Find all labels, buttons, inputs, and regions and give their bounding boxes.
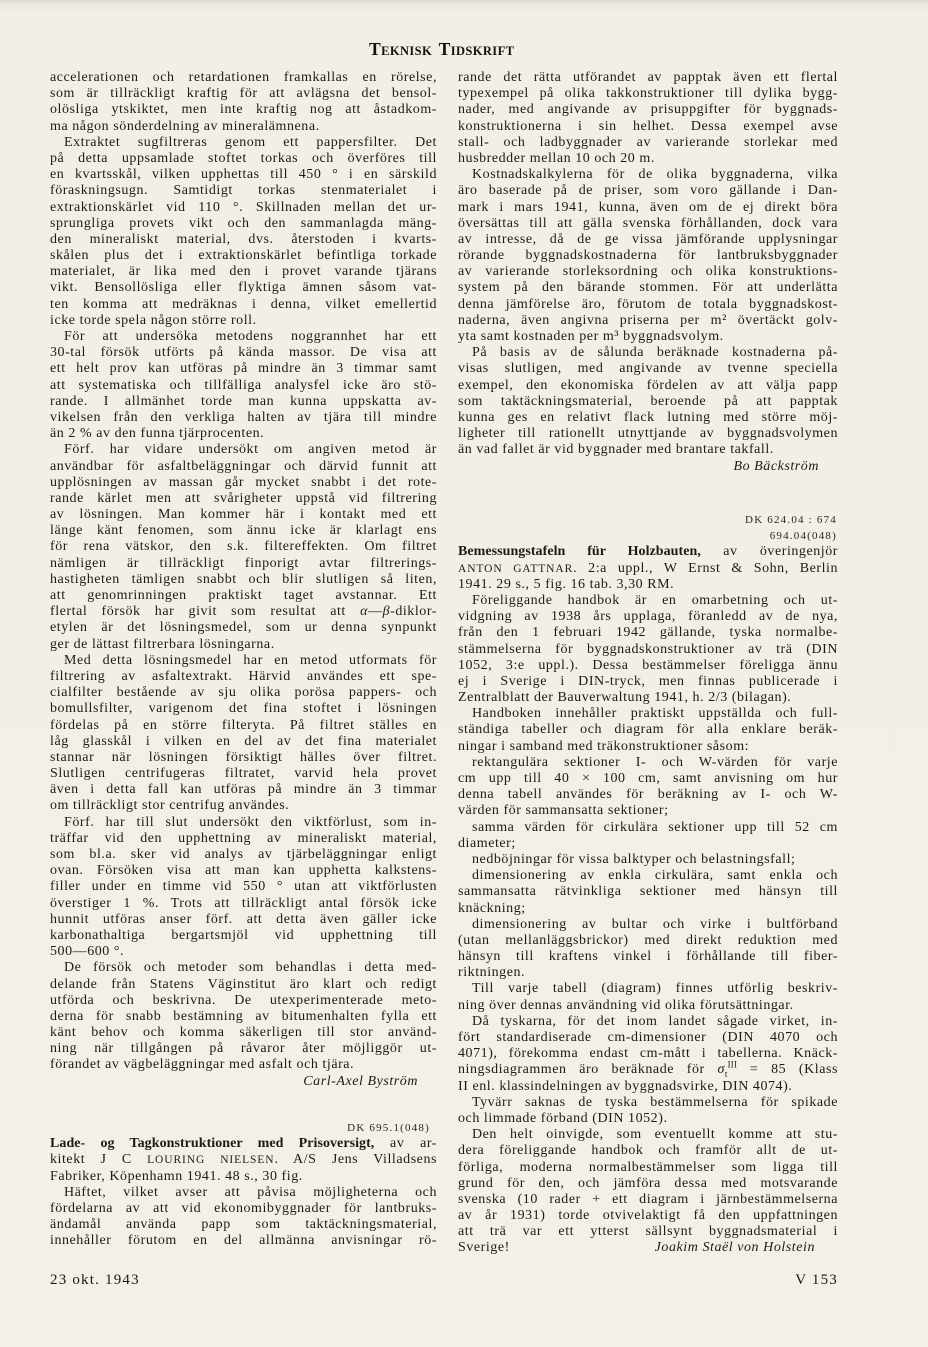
text-line: 500—600 °. bbox=[50, 944, 125, 960]
text-line: än 2 % av den funna tjärprocenten. bbox=[50, 426, 265, 442]
text-line: accelerationen och retardationen framkallas en rörelse, bbox=[50, 70, 437, 85]
text-line: låg glasskål i vilken en del av det fina materialet bbox=[50, 733, 437, 749]
small-caps-name: LOURING NIELSEN bbox=[147, 1154, 275, 1167]
paragraph bbox=[458, 345, 838, 458]
text-line: Handboken innehåller praktiskt uppställda och full- bbox=[472, 706, 838, 722]
text-line: ningar i samband med träkonstruktioner såsom: bbox=[458, 738, 750, 754]
text-line: att trä var ett ytterst sällsynt byggnadsmaterial i bbox=[458, 1224, 838, 1240]
text-line: på detta uppsamlade stoftet torkas och överföres till bbox=[50, 150, 437, 166]
text-line: riktningen. bbox=[458, 965, 526, 981]
paragraph bbox=[458, 593, 838, 706]
text-line: ligheter till rationellt utnyttjande av byggnadsvolymen bbox=[458, 426, 838, 442]
italic-symbol: α bbox=[360, 604, 369, 620]
text-line: Fabriker, Köpenhamn 1941. 48 s., 30 fig. bbox=[50, 1168, 303, 1184]
paragraph bbox=[458, 70, 838, 167]
paragraph bbox=[50, 70, 437, 135]
text-line: etylen är det lösningsmedel, som ur denna synpunkt bbox=[50, 620, 437, 636]
text-line: ändamål använda papp som taktäckningsmaterial, bbox=[50, 1217, 437, 1233]
paragraph bbox=[458, 820, 838, 852]
text-line: För att undersöka metodens noggrannhet har ett bbox=[64, 329, 437, 344]
text-line: rörande byggnadskostnaderna för lantbruksbyggnader bbox=[458, 248, 838, 264]
text-line: av år 1931) torde otvivelaktigt få den uppfattningen bbox=[458, 1208, 838, 1224]
text-line: 1941. 29 s., 5 fig. 16 tab. 3,30 RM. bbox=[458, 576, 675, 592]
text-line: rande det rätta utförandet av papptak även ett flertal bbox=[458, 70, 838, 85]
page-number: V 153 bbox=[795, 1272, 838, 1288]
text-line: rande. I allmänhet torde man kunna uppskatta av- bbox=[50, 393, 437, 409]
text-line: nedböjningar för vissa balktyper och belastningsfall; bbox=[472, 851, 796, 867]
text-line: utförda och beskrivna. De utexperimenterade meto- bbox=[50, 992, 437, 1008]
text-line: upplösningen av massan går mycket snabbt i det rote- bbox=[50, 474, 437, 490]
text-line: II enl. klassindelningen av byggnadsvirke, DIN 4074). bbox=[458, 1078, 793, 1094]
text-line: fört standardiserade cm-dimensioner (DIN 4070 och bbox=[458, 1030, 838, 1045]
text-line bbox=[458, 1240, 838, 1256]
text-line: ovan. Försöken visa att man kan upphetta kalkstens- bbox=[50, 863, 437, 879]
text-line: den mineraliskt material, dvs. återstoden i kvarts- bbox=[50, 231, 437, 247]
text-line: än vad fallet är vid byggnader med brantare takfall. bbox=[458, 442, 774, 458]
paragraph bbox=[50, 135, 437, 329]
text-run: Sverige! bbox=[458, 1240, 510, 1256]
text-line: visas slutligen, med angivande av tvenne speciella bbox=[458, 361, 838, 377]
text-line: grund för den, och jämföra dessa med motsvarande bbox=[458, 1175, 838, 1191]
text-line: vidgning av 1938 års upplaga, föranledd av de nya, bbox=[458, 609, 838, 625]
text-line: diameter; bbox=[458, 835, 516, 851]
bold-title: Bemessungstafeln für Holzbauten, bbox=[458, 544, 701, 560]
text-line: delande från Statens Väginstitut äro klart och redigt bbox=[50, 976, 437, 992]
text-line: även i detta fall kan utföras på mindre än 3 timmar bbox=[50, 782, 437, 798]
text-line: Zentralblatt der Bauverwaltung 1941, h. 2/3 (bilagan). bbox=[458, 690, 792, 706]
text-line: rande kärlet men att svårigheter uppstå vid filtrering bbox=[50, 490, 437, 506]
text-line: som taktäckningsmaterial, beroende på att papptak bbox=[458, 393, 838, 409]
text-line: fördelas på en större filteryta. På filtret ställes en bbox=[50, 717, 437, 733]
dk-classification: DK 624.04 : 674 bbox=[745, 514, 837, 526]
text-line: naderna, även angivna priserna per m² övertäckt golv- bbox=[458, 312, 838, 328]
text-line: som är tillräckligt kraftig för att avlägsna det bensol- bbox=[50, 86, 437, 102]
paragraph bbox=[50, 1185, 437, 1250]
text-run: av ar- bbox=[374, 1136, 437, 1152]
text-line: äro baserade på de priser, som voro gällande i Dan- bbox=[458, 183, 838, 199]
text-line: som bl.a. sker vid analys av tjärbeläggningar enligt bbox=[50, 847, 437, 862]
text-line: en kvartsskål, vilken upphettas till 450 ° i en särskild bbox=[50, 167, 437, 183]
text-run: . A/S Jens Villadsens bbox=[274, 1152, 437, 1168]
paragraph bbox=[458, 1127, 838, 1257]
bold-title: Lade- og Tagkonstruktioner med Prisoversigt, bbox=[50, 1136, 375, 1152]
text-run: — bbox=[368, 604, 383, 620]
review-heading bbox=[458, 544, 838, 593]
text-line: Då tyskarna, för det inom landet sågade virket, in- bbox=[472, 1013, 838, 1029]
text-line bbox=[50, 1136, 437, 1152]
text-line: icke torde spela någon större roll. bbox=[50, 312, 257, 328]
text-line: ett helt prov kan utföras på mindre än 3 timmar samt bbox=[50, 361, 437, 377]
text-line: Den helt oinvigde, som eventuellt komme att stu- bbox=[472, 1127, 838, 1143]
text-line: sammansatta rätvinkliga sektioner med hänsyn till bbox=[458, 884, 838, 900]
dk-classification: DK 695.1(048) bbox=[347, 1122, 430, 1134]
text-line: förliga, moderna normalbestämmelser som ligga till bbox=[458, 1159, 838, 1175]
text-line: för rena vätskor, den s.k. filtereffekten. Om filtret bbox=[50, 539, 437, 555]
text-line: användbar för asfaltbeläggningar och därvid funnit att bbox=[50, 458, 437, 474]
text-line: träffar vid den upphettning av mineraliskt material, bbox=[50, 830, 437, 846]
text-line: Till varje tabell (diagram) finnes utförlig beskriv- bbox=[472, 981, 838, 997]
text-line: cialfilter bestående av sju olika porösa pappers- och bbox=[50, 685, 437, 701]
text-run: = 85 (Klass bbox=[737, 1062, 838, 1078]
text-line bbox=[50, 604, 437, 620]
text-line: överstiger 1 %. Trots att tillräckligt antal försök icke bbox=[50, 895, 437, 911]
text-line: husbredder mellan 10 och 20 m. bbox=[458, 150, 655, 166]
paragraph bbox=[50, 815, 437, 961]
text-line: typexempel på olika takkonstruktioner till dylika bygg- bbox=[458, 86, 838, 102]
text-line: nämligen är tillräckligt finporigt avtar filtrerings- bbox=[50, 555, 437, 571]
text-line: stämmelserna för byggnadskonstruktioner av trä (DIN bbox=[458, 641, 838, 657]
text-line: svenska (10 rader + ett diagram i järnbestämmelserna bbox=[458, 1191, 838, 1207]
text-run: . 2:a uppl., W Ernst & Sohn, Berlin bbox=[573, 560, 839, 576]
text-line: rektangulära sektioner I- och W-värden för varje bbox=[472, 754, 838, 770]
text-line bbox=[458, 1059, 838, 1080]
text-line: samma värden för cirkulära sektioner upp till 52 cm bbox=[472, 819, 838, 835]
dk-classification: 694.04(048) bbox=[769, 530, 837, 543]
review-lade-og-tagkonstruktioner-continued bbox=[458, 70, 838, 475]
text-line: extraktionskärlet vid 110 °. Skillnaden mellan det ur- bbox=[50, 199, 437, 215]
text-line: av intresse, då de ge vissa jämförande upplysningar bbox=[458, 231, 838, 247]
journal-title-word: TEKNISK bbox=[369, 39, 433, 59]
text-line: ning när tillgången på råvaror åter möjliggör ut- bbox=[50, 1041, 437, 1057]
text-line: stannar när lösningen försiktigt hälles över filtret. bbox=[50, 749, 437, 765]
small-caps-name: ANTON GATTNAR bbox=[458, 562, 574, 575]
journal-title-word: TIDSKRIFT bbox=[438, 39, 515, 59]
text-line: yta samt kostnaden per m³ byggnadsvolym. bbox=[458, 329, 724, 344]
text-line: från den 1 februari 1942 gällande, tyska normalbe- bbox=[458, 625, 838, 641]
text-line: Föreliggande handbok är en omarbetning och ut- bbox=[472, 592, 838, 608]
journal-title bbox=[369, 39, 514, 61]
text-line: 4071), förekomma endast cm-mått i tabellerna. Knäck- bbox=[458, 1046, 838, 1062]
text-line: värden för sammansatta sektioner; bbox=[458, 803, 669, 819]
text-line: hänsyn till kraftens vinkel i förhållande till fiber- bbox=[458, 949, 838, 965]
text-line: ma någon sönderdelning av mineralämnena. bbox=[50, 118, 320, 134]
review-heading bbox=[50, 1136, 437, 1185]
paragraph bbox=[458, 852, 838, 868]
review-tar-analysis-end bbox=[50, 70, 437, 1090]
paragraph bbox=[458, 917, 838, 982]
text-line: Slutligen centrifugeras filtratet, varvid hela provet bbox=[50, 766, 437, 782]
text-line: fördelarna av att vid ekonomibyggnader för lantbruks- bbox=[50, 1200, 437, 1216]
text-line: Kostnadskalkylerna för de olika byggnaderna, vilka bbox=[472, 167, 838, 183]
text-run: -diklor- bbox=[390, 604, 437, 620]
paragraph bbox=[458, 755, 838, 820]
text-line: Tyvärr saknas de tyska bestämmelserna för spikade bbox=[472, 1094, 838, 1110]
text-line: mark i mars 1941, kunna, även om de ej direkt böra bbox=[458, 199, 838, 215]
text-line: vikt. Bensollösliga eller flyktiga ämnen såsom vat- bbox=[50, 280, 437, 296]
paragraph bbox=[458, 1095, 838, 1127]
text-line: känt behov och komma säkerligen till stor använd- bbox=[50, 1025, 437, 1041]
text-line: länge känt fenomen, som ännu icke är klarlagt ens bbox=[50, 523, 437, 539]
text-line: ning över dennas användning vid olika förutsättningar. bbox=[458, 997, 794, 1013]
signature: Carl-Axel Byström bbox=[303, 1073, 418, 1089]
review-lade-og-tagkonstruktioner bbox=[50, 1120, 437, 1250]
review-bemessungstafeln bbox=[458, 512, 838, 1257]
text-line bbox=[50, 1152, 437, 1168]
text-line: system på den bärande stommen. För att underlätta bbox=[458, 280, 838, 296]
paragraph bbox=[50, 442, 437, 652]
superscript: III bbox=[727, 1059, 738, 1070]
text-line: dimensionering av enkla cirkulära, samt enkla och bbox=[472, 868, 838, 884]
paragraph bbox=[50, 653, 437, 815]
text-run: kitekt J C bbox=[50, 1152, 148, 1168]
text-line: (utan mellanläggsbrickor) med direkt reduktion med bbox=[458, 932, 838, 948]
text-line: 1052, 3:e uppl.). Dessa bestämmelser föreligga ännu bbox=[458, 657, 838, 673]
text-line: dera föreliggande handbok och framför allt de ut- bbox=[458, 1143, 838, 1159]
paragraph bbox=[458, 167, 838, 345]
text-line: hunnit utföras anser förf. att detta även gäller icke bbox=[50, 911, 437, 927]
text-line: Med detta lösningsmedel har en metod utformats för bbox=[64, 652, 437, 668]
text-line: De försök och metoder som behandlas i detta med- bbox=[64, 960, 437, 976]
subscript: t bbox=[724, 1069, 728, 1080]
issue-date: 23 okt. 1943 bbox=[50, 1272, 140, 1288]
text-line: av lösningen. Man kommer här i kontakt med ett bbox=[50, 507, 437, 523]
text-line: skålen plus det i extraktionskärlet befintliga torkade bbox=[50, 248, 437, 264]
text-line: bomullsfilter, varigenom det fina stoftet i lösningen bbox=[50, 701, 437, 717]
text-line: olösliga ytskiktet, men inte kraftig nog att åstadkom- bbox=[50, 102, 437, 118]
paragraph bbox=[50, 960, 437, 1073]
text-line: och limmade förband (DIN 1052). bbox=[458, 1110, 668, 1126]
italic-symbol: σ bbox=[717, 1062, 725, 1078]
text-line: ej i Sverige i DIN-tryck, men finnas publicerade i bbox=[458, 673, 838, 689]
text-line: innehåller förutom en del allmänna anvisningar rö- bbox=[50, 1233, 437, 1249]
text-line: av varierande storleksordning och olika konstruktions- bbox=[458, 264, 838, 280]
text-line: cm upp till 40 × 100 cm, samt anvisning om hur bbox=[458, 771, 838, 786]
text-line: knäckning; bbox=[458, 900, 526, 916]
text-line: att systematiska och tillfälliga analysfel icke äro stö- bbox=[50, 377, 437, 393]
text-line: om tillräckligt stor centrifug användes. bbox=[50, 798, 290, 814]
text-line: stall- och ladbyggnader av varierande storlekar med bbox=[458, 134, 838, 150]
text-line: ger de lättast filtrerbara lösningarna. bbox=[50, 636, 275, 652]
paragraph bbox=[50, 329, 437, 442]
paragraph bbox=[458, 1014, 838, 1095]
italic-symbol: β bbox=[382, 604, 391, 620]
text-line: förandet av vägbeläggningar med asfalt och tjära. bbox=[50, 1057, 355, 1073]
text-line: dimensionering av bultar och virke i bultförband bbox=[472, 916, 838, 932]
paragraph bbox=[458, 868, 838, 917]
text-run: ningsdiagrammen äro beräknade för bbox=[458, 1062, 718, 1078]
text-line: Häftet, vilket avser att påvisa möjligheterna och bbox=[64, 1184, 437, 1200]
text-line: sprungliga provets vikt och den sammanlagda mäng- bbox=[50, 215, 437, 231]
text-line: 30-tal försök utförts på kända massor. De visa att bbox=[50, 345, 437, 361]
text-line: karbonathaltiga bergartsmjöl vid upphettning till bbox=[50, 927, 437, 943]
text-line: nader, med angivande av prisuppgifter för byggnads- bbox=[458, 102, 838, 118]
text-line: filtrering av asfaltextrakt. Härvid användes ett spe- bbox=[50, 668, 437, 684]
text-line: föraskningsugn. Samtidigt torkas stenmaterialet i bbox=[50, 183, 437, 199]
text-line: Extraktet sugfiltreras genom ett pappersfilter. Det bbox=[64, 134, 437, 150]
text-line: att genomrinningen praktiskt taget avstannar. Ett bbox=[50, 588, 437, 603]
text-line: filler under en timme vid 550 ° utan att viktförlusten bbox=[50, 879, 437, 895]
text-line bbox=[458, 544, 838, 560]
text-line: konstruktionerna i sin helhet. Dessa exempel avse bbox=[458, 118, 838, 134]
text-run: flertal försök har givit som resultat att bbox=[50, 604, 361, 620]
text-line: ständiga tabeller och diagram för alla enklare beräk- bbox=[458, 722, 838, 738]
text-line: materialet, är lika med den i provet varande tjärans bbox=[50, 264, 437, 280]
text-line: Förf. har vidare undersökt om angiven metod är bbox=[64, 442, 437, 458]
text-line: hastigheten tämligen snabbt och blir slutligen så liten, bbox=[50, 571, 437, 587]
text-line: Förf. har till slut undersökt den viktförlust, som in- bbox=[64, 814, 437, 830]
paragraph bbox=[458, 981, 838, 1013]
text-line: översättas till att gälla svenska förhållanden, dock vara bbox=[458, 215, 838, 231]
text-line: vikelsen från den verkliga halten av tjära till mindre bbox=[50, 409, 437, 425]
signature: Joakim Staël von Holstein bbox=[654, 1240, 815, 1256]
text-line: derna för snabb bestämning av bitumenhalten fylla ett bbox=[50, 1008, 437, 1024]
paragraph bbox=[458, 706, 838, 755]
text-line: ten komma att medräknas i denna, vilket emellertid bbox=[50, 296, 437, 312]
text-line bbox=[458, 561, 838, 577]
text-line: kunna ges en relativt flack lutning med större möj- bbox=[458, 409, 838, 425]
text-line: På basis av de sålunda beräknade kostnaderna på- bbox=[472, 345, 838, 361]
text-line: denna tabell användes för beräkning av I- och W- bbox=[458, 787, 838, 803]
text-line: denna jämförelse äro, förutom de totala byggnadskost- bbox=[458, 296, 838, 312]
text-line: exempel, den ekonomiska fördelen av att välja papp bbox=[458, 377, 838, 393]
signature: Bo Bäckström bbox=[733, 458, 819, 474]
text-run: av överingenjör bbox=[700, 544, 838, 560]
